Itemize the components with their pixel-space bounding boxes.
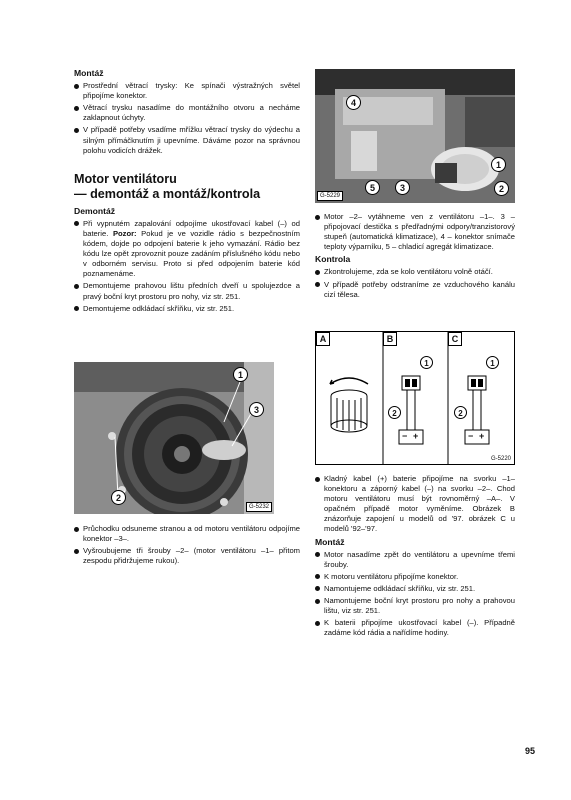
fan-motor-photo	[74, 362, 274, 514]
callout-2: 2	[454, 406, 467, 419]
list-item: Motor nasadíme zpět do ventilátoru a upevníme třemi šrouby.	[315, 550, 515, 570]
list-item: Při vypnutém zapalování odpojíme ukostřovací kabel (–) od baterie. Pozor: Pokud je ve vozidle rádio s bezpečnostním kódem, dojde po odpojení baterie k jeho vymazání. Rádio bez kódu lze opět zprovoznit pouze zadáním příslušného kódu nebo v odborném servisu. Proto si před odpojením baterie kód poznamenáme.	[74, 219, 300, 280]
list-item: Motor –2– vytáhneme ven z ventilátoru –1–. 3 – připojovací destička s předřadnými odpory/tranzistorový stupeň (automatická klimatizace), 4 – konektor snímače teploty výparníku, 5 – chladicí agregát klimatizace.	[315, 212, 515, 252]
wiring-list	[315, 474, 515, 535]
list-item: Namontujeme odkládací skříňku, viz str. 251.	[315, 584, 515, 594]
fan-illustration	[74, 362, 274, 514]
diagram-drawing	[316, 332, 514, 464]
list-item: Větrací trysku nasadíme do montážního otvoru a necháme zaklapnout úchyty.	[74, 103, 300, 123]
panel-a-label: A	[316, 332, 330, 346]
list-item: V případě potřeby odstraníme ze vzduchového kanálu cizí tělesa.	[315, 280, 515, 300]
list-item: Zkontrolujeme, zda se kolo ventilátoru volně otáčí.	[315, 267, 515, 277]
list-item: Vyšroubujeme tři šrouby –2– (motor ventilátoru –1– přitom zespodu přidržujeme rukou).	[74, 546, 300, 566]
panel-b-label: B	[383, 332, 397, 346]
page-number: 95	[524, 746, 535, 756]
kontrola-list	[315, 267, 515, 299]
figure-code: G-5220	[490, 456, 511, 462]
demontaz-heading: Demontáž	[74, 205, 116, 216]
list-item: Prostřední větrací trysky: Ke spínači výstražných světel připojíme konektor.	[74, 81, 300, 101]
panel-c-label: C	[448, 332, 462, 346]
callout-1: 1	[491, 157, 506, 172]
right-column-bottom	[315, 474, 515, 640]
montaz-list-1	[74, 81, 300, 156]
section-title: Motor ventilátoru — demontáž a montáž/kontrola	[74, 171, 261, 201]
kontrola-heading: Kontrola	[315, 254, 351, 265]
list-item: Průchodku odsuneme stranou a od motoru ventilátoru odpojíme konektor –3–.	[74, 524, 300, 544]
motor-list	[315, 212, 515, 252]
list-item: Kladný kabel (+) baterie připojíme na svorku –1– konektoru a záporný kabel (–) na svorku –2–. Chod motoru ventilátoru musí být rovnoměrný –A–. V opačném případě motor vyměníme. Obrázek B znázorňuje zapojení u modelů od '97. obrázek C u modelů '92–'97.	[315, 474, 515, 535]
after-list	[74, 524, 300, 566]
callout-2: 2	[388, 406, 401, 419]
plus-sign: +	[479, 431, 485, 441]
right-column	[315, 212, 515, 302]
list-item: K baterii připojíme ukostřovací kabel (–). Případně zadáme kód rádia a nařídíme hodiny.	[315, 618, 515, 638]
montaz-heading-1: Montáž	[74, 68, 104, 78]
callout-1: 1	[233, 367, 248, 382]
minus-sign: −	[468, 431, 474, 441]
callout-1: 1	[420, 356, 433, 369]
montaz-list-2	[315, 550, 515, 639]
wiring-diagram	[315, 331, 515, 465]
list-item: Demontujeme odkládací skříňku, viz str. 251.	[74, 304, 300, 314]
plus-sign: +	[413, 431, 419, 441]
list-item: K motoru ventilátoru připojíme konektor.	[315, 572, 515, 582]
callout-3: 3	[249, 402, 264, 417]
demontaz-list	[74, 219, 300, 314]
figure-code: G-5229	[317, 191, 343, 201]
list-item: Demontujeme prahovou lištu předních dveří u spolujezdce a pravý boční kryt prostoru pro nohy, viz str. 251.	[74, 281, 300, 301]
figure-code: G-5232	[246, 502, 272, 512]
callout-4: 4	[346, 95, 361, 110]
blower-photo	[315, 69, 515, 203]
blower-illustration	[315, 69, 515, 203]
callout-3: 3	[395, 180, 410, 195]
left-column	[74, 68, 300, 316]
callout-2: 2	[494, 181, 509, 196]
left-column-bottom	[74, 524, 300, 568]
callout-1: 1	[486, 356, 499, 369]
list-item: Namontujeme boční kryt prostoru pro nohy a prahovou lištu, viz str. 251.	[315, 596, 515, 616]
list-item: V případě potřeby vsadíme mřížku větrací trysky do výdechu a silným přímáčknutím ji upevníme. Dáváme pozor na správnou polohu vodicích drážek.	[74, 125, 300, 155]
callout-5: 5	[365, 180, 380, 195]
montaz-heading-2: Montáž	[315, 536, 345, 547]
callout-2: 2	[111, 490, 126, 505]
minus-sign: −	[402, 431, 408, 441]
